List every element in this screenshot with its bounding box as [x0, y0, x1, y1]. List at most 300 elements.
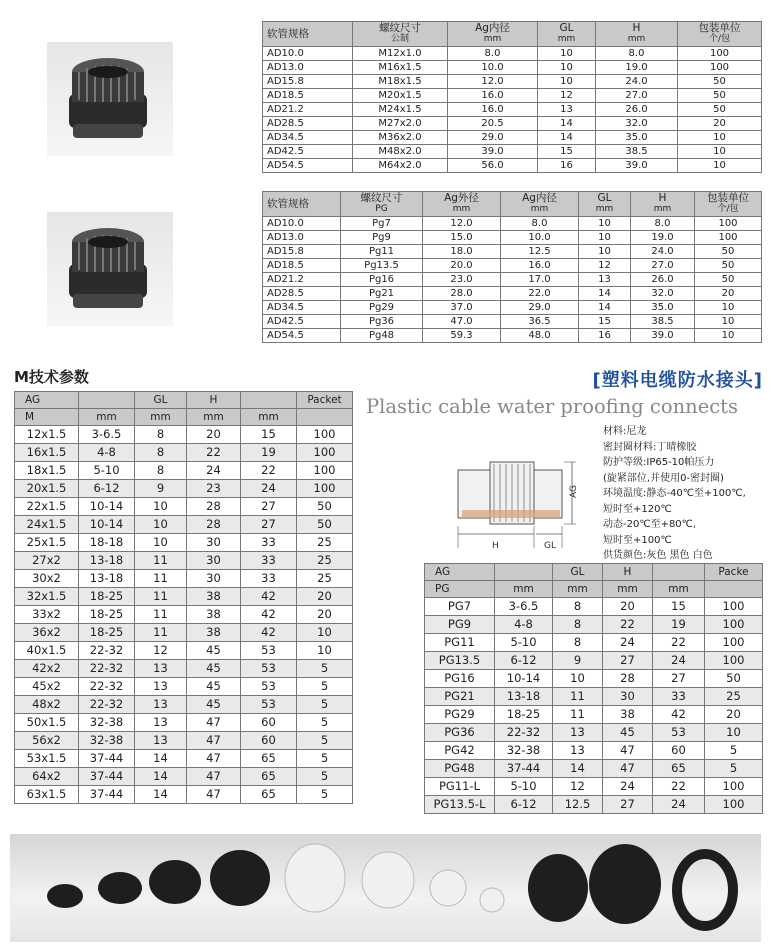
table-cell: 22.0	[501, 287, 579, 301]
header-cell: 软管规格	[263, 192, 341, 217]
table-cell: 22-32	[79, 678, 135, 696]
table-cell: 9	[135, 480, 187, 498]
table-cell: Pg11	[341, 245, 423, 259]
table-row	[425, 634, 763, 652]
table-cell: 20	[297, 606, 353, 624]
table-row	[425, 724, 763, 742]
table-cell: 20	[695, 287, 762, 301]
table-cell: 24.0	[631, 245, 695, 259]
table-cell: 11	[135, 552, 187, 570]
table-cell: 14	[538, 117, 596, 131]
table-cell: PG48	[425, 760, 495, 778]
table-cell: 16	[579, 329, 631, 343]
table-cell: 13	[538, 103, 596, 117]
table-cell: 33	[241, 534, 297, 552]
table-cell: 14	[538, 131, 596, 145]
table-cell: 32-38	[495, 742, 553, 760]
table-cell: AD15.8	[263, 245, 341, 259]
table-cell: 42	[241, 606, 297, 624]
table-cell: 5	[297, 768, 353, 786]
table-row	[263, 245, 762, 259]
table-cell: 26.0	[631, 273, 695, 287]
table-cell: 100	[678, 47, 762, 61]
table-cell: 22-32	[79, 696, 135, 714]
table-cell: 14	[579, 301, 631, 315]
dim-h-label: H	[492, 541, 499, 551]
table-cell: 12.5	[501, 245, 579, 259]
header-cell: mm	[241, 409, 297, 426]
table-cell: 60	[241, 714, 297, 732]
header-cell: GL	[135, 392, 187, 409]
table-cell: 9	[553, 652, 603, 670]
table-cell: 24x1.5	[15, 516, 79, 534]
table-cell: 22x1.5	[15, 498, 79, 516]
table-cell: 10	[678, 159, 762, 173]
table-cell: 100	[297, 462, 353, 480]
table-cell: 28	[603, 670, 653, 688]
table-cell: 8	[135, 444, 187, 462]
table-cell: 14	[135, 750, 187, 768]
table-cell: 18-25	[79, 624, 135, 642]
table-cell: 32.0	[631, 287, 695, 301]
table-cell: 47	[603, 742, 653, 760]
table-cell: 12	[135, 642, 187, 660]
table-cell: PG9	[425, 616, 495, 634]
table-row	[15, 462, 353, 480]
table-cell: 12.5	[553, 796, 603, 814]
table-cell: M64x2.0	[353, 159, 448, 173]
table-cell: 50	[695, 245, 762, 259]
table-cell: 50	[695, 273, 762, 287]
table-cell: 22	[653, 634, 705, 652]
table-cell: 23	[187, 480, 241, 498]
table-cell: 32-38	[79, 732, 135, 750]
table-cell: 20	[705, 706, 763, 724]
table-cell: 26.0	[596, 103, 678, 117]
table-cell: 65	[241, 768, 297, 786]
table-cell: 25	[705, 688, 763, 706]
table-row	[425, 742, 763, 760]
table-cell: 8	[553, 634, 603, 652]
table-cell: Pg7	[341, 217, 423, 231]
table-cell: AD28.5	[263, 117, 353, 131]
table-row	[263, 47, 762, 61]
header-cell: AG	[425, 564, 495, 581]
table-cell: 59.3	[423, 329, 501, 343]
table-cell: AD21.2	[263, 273, 341, 287]
table-cell: 16	[538, 159, 596, 173]
table-cell: 38	[187, 624, 241, 642]
table-cell: 33	[241, 570, 297, 588]
table-cell: AD10.0	[263, 217, 341, 231]
table-cell: 27	[653, 670, 705, 688]
table-cell: 28	[187, 516, 241, 534]
table-row	[15, 516, 353, 534]
table-cell: 56.0	[448, 159, 538, 173]
table-cell: 13	[135, 714, 187, 732]
table-cell: PG42	[425, 742, 495, 760]
table-cell: 47.0	[423, 315, 501, 329]
table-row	[15, 552, 353, 570]
table-cell: 4-8	[79, 444, 135, 462]
table-cell: 30	[187, 534, 241, 552]
table-cell: 39.0	[448, 145, 538, 159]
table-cell: 12	[538, 89, 596, 103]
table-cell: 47	[187, 750, 241, 768]
table-cell: 32x1.5	[15, 588, 79, 606]
table-cell: 10	[297, 642, 353, 660]
table-cell: 6-12	[79, 480, 135, 498]
header-cell: mm	[553, 581, 603, 598]
table-cell: 5	[297, 714, 353, 732]
table-subheader-row	[15, 409, 353, 426]
table-cell: 64x2	[15, 768, 79, 786]
table-row	[15, 606, 353, 624]
table-cell: 18x1.5	[15, 462, 79, 480]
table-row	[15, 768, 353, 786]
header-cell: Ag内径 mm	[501, 192, 579, 217]
table-cell: 50	[695, 259, 762, 273]
table-row	[263, 259, 762, 273]
table-cell: Pg16	[341, 273, 423, 287]
table-cell: AD13.0	[263, 61, 353, 75]
table-cell: 60	[241, 732, 297, 750]
table-cell: 10	[135, 534, 187, 552]
table-cell: 20x1.5	[15, 480, 79, 498]
table-cell: PG11-L	[425, 778, 495, 796]
table-cell: 37.0	[423, 301, 501, 315]
table-cell: AD54.5	[263, 329, 341, 343]
table-cell: M48x2.0	[353, 145, 448, 159]
table-cell: 18-25	[495, 706, 553, 724]
spec-line: 防护等级:IP65-10帕压力	[603, 457, 715, 468]
m-section-title: M技术参数	[14, 368, 89, 386]
table-cell: 33x2	[15, 606, 79, 624]
table-cell: 10	[695, 329, 762, 343]
table-cell: 50	[678, 89, 762, 103]
table-cell: 53	[241, 660, 297, 678]
table-cell: 14	[135, 786, 187, 804]
table-cell: 10	[553, 670, 603, 688]
table-cell: 45	[187, 678, 241, 696]
table-cell: 100	[678, 61, 762, 75]
table-cell: 5	[297, 696, 353, 714]
table-cell: 3-6.5	[495, 598, 553, 616]
header-cell: H	[187, 392, 241, 409]
cable-gland-icon	[47, 212, 173, 326]
table-cell: 27	[603, 652, 653, 670]
table-cell: M12x1.0	[353, 47, 448, 61]
table-cell: AD10.0	[263, 47, 353, 61]
table-cell: 45	[603, 724, 653, 742]
table-cell: 15.0	[423, 231, 501, 245]
table-cell: M18x1.5	[353, 75, 448, 89]
table-cell: 42	[241, 588, 297, 606]
table-row	[425, 598, 763, 616]
table-cell: 100	[695, 217, 762, 231]
table-cell: Pg48	[341, 329, 423, 343]
table-row	[15, 624, 353, 642]
header-cell: GL mm	[538, 22, 596, 47]
table-cell: 19	[653, 616, 705, 634]
dim-gl-label: GL	[544, 541, 556, 551]
table-cell: 14	[553, 760, 603, 778]
table-cell: 11	[553, 706, 603, 724]
table-cell: 47	[187, 732, 241, 750]
table-cell: 29.0	[501, 301, 579, 315]
table-cell: 10	[695, 315, 762, 329]
table-cell: 45x2	[15, 678, 79, 696]
table-cell: 32.0	[596, 117, 678, 131]
table-row	[15, 444, 353, 462]
table-cell: 20	[603, 598, 653, 616]
table-header-row	[15, 392, 353, 409]
table-cell: PG16	[425, 670, 495, 688]
table-cell: 10	[538, 47, 596, 61]
table-cell: 30	[187, 552, 241, 570]
table-cell: 27x2	[15, 552, 79, 570]
table-row	[15, 570, 353, 588]
header-cell: mm	[187, 409, 241, 426]
table-cell: 24	[653, 796, 705, 814]
table-row	[15, 498, 353, 516]
header-cell: H mm	[596, 22, 678, 47]
table-cell: AD18.5	[263, 259, 341, 273]
table-row	[263, 117, 762, 131]
table-cell: Pg36	[341, 315, 423, 329]
table-row	[263, 329, 762, 343]
table-cell: PG13.5	[425, 652, 495, 670]
table-cell: 10	[579, 245, 631, 259]
header-cell: M	[15, 409, 79, 426]
table-cell: 19	[241, 444, 297, 462]
table-cell: 36.5	[501, 315, 579, 329]
table-row	[425, 688, 763, 706]
table-cell: 5	[297, 660, 353, 678]
table-cell: 22	[187, 444, 241, 462]
cable-glands-lineup-icon	[10, 834, 761, 942]
table-cell: 5	[705, 742, 763, 760]
table-cell: 100	[705, 778, 763, 796]
table-cell: Pg21	[341, 287, 423, 301]
table-cell: AD42.5	[263, 145, 353, 159]
table-cell: 13	[579, 273, 631, 287]
table-cell: 10	[695, 301, 762, 315]
table-row	[263, 217, 762, 231]
table-cell: 13	[135, 696, 187, 714]
table-cell: 65	[241, 786, 297, 804]
table-cell: 25	[297, 570, 353, 588]
table-cell: 4-8	[495, 616, 553, 634]
table-cell: 24	[603, 778, 653, 796]
table-cell: 10-14	[79, 498, 135, 516]
table-cell: 8.0	[596, 47, 678, 61]
table-row	[263, 287, 762, 301]
table-row	[263, 231, 762, 245]
table-cell: AD42.5	[263, 315, 341, 329]
table-cell: 13-18	[495, 688, 553, 706]
table-cell: 37-44	[79, 768, 135, 786]
table-cell: 13-18	[79, 552, 135, 570]
table-cell: 37-44	[79, 786, 135, 804]
table-cell: 47	[603, 760, 653, 778]
table-cell: 11	[135, 606, 187, 624]
table-cell: 8	[553, 598, 603, 616]
table-cell: 50x1.5	[15, 714, 79, 732]
table-cell: AD18.5	[263, 89, 353, 103]
table-cell: 24	[187, 462, 241, 480]
table-cell: 23.0	[423, 273, 501, 287]
table-header-row	[425, 564, 763, 581]
table-cell: 10.0	[448, 61, 538, 75]
table-cell: 11	[135, 624, 187, 642]
table-cell: 53	[241, 696, 297, 714]
table-header-row	[263, 22, 762, 47]
table-row	[263, 131, 762, 145]
table-cell: 10	[538, 75, 596, 89]
table-row	[15, 750, 353, 768]
table-cell: 20.0	[423, 259, 501, 273]
table-cell: 10	[579, 217, 631, 231]
header-cell	[495, 564, 553, 581]
table-row	[425, 778, 763, 796]
table-cell: M16x1.5	[353, 61, 448, 75]
header-cell: 包装单位 个/包	[678, 22, 762, 47]
table-cell: 16.0	[501, 259, 579, 273]
spec-list	[603, 424, 746, 564]
table-cell: 5	[705, 760, 763, 778]
table-cell: 100	[705, 598, 763, 616]
table-cell: 22-32	[79, 660, 135, 678]
table-cell: 18-25	[79, 588, 135, 606]
table-cell: 22	[603, 616, 653, 634]
table-row	[263, 159, 762, 173]
table-row	[15, 534, 353, 552]
table-cell: 36x2	[15, 624, 79, 642]
table-cell: AD34.5	[263, 301, 341, 315]
table-cell: 33	[241, 552, 297, 570]
table-row	[263, 61, 762, 75]
header-cell: AG	[15, 392, 79, 409]
table-cell: 27	[241, 498, 297, 516]
spec-line: 环境温度:静态-40℃至+100℃,	[603, 488, 746, 499]
table-cell: 32-38	[79, 714, 135, 732]
header-cell: H mm	[631, 192, 695, 217]
product-photo-1	[47, 42, 173, 156]
m-parameter-table	[14, 391, 353, 804]
table-row	[425, 670, 763, 688]
table-cell: 8	[135, 462, 187, 480]
table-cell: 38	[187, 606, 241, 624]
table-cell: 13	[553, 724, 603, 742]
table-cell: AD13.0	[263, 231, 341, 245]
table-cell: 50	[678, 103, 762, 117]
table-cell: 25	[297, 534, 353, 552]
table-cell: 48x2	[15, 696, 79, 714]
table-cell: 19.0	[631, 231, 695, 245]
table-cell: 39.0	[631, 329, 695, 343]
table-row	[15, 642, 353, 660]
table-cell: 40x1.5	[15, 642, 79, 660]
table-cell: 12	[553, 778, 603, 796]
table-cell: 38	[187, 588, 241, 606]
table-subheader-row	[425, 581, 763, 598]
table-cell: 18-25	[79, 606, 135, 624]
table-cell: 28.0	[423, 287, 501, 301]
table-cell: 100	[297, 480, 353, 498]
table-cell: 19.0	[596, 61, 678, 75]
table-row	[425, 706, 763, 724]
table-cell: 16x1.5	[15, 444, 79, 462]
table-cell: 5-10	[495, 778, 553, 796]
table-cell: 10	[678, 131, 762, 145]
table-cell: 65	[241, 750, 297, 768]
table-cell: 10	[135, 516, 187, 534]
header-cell: PG	[425, 581, 495, 598]
table-cell: 20.5	[448, 117, 538, 131]
table-cell: 29.0	[448, 131, 538, 145]
table-cell: 45	[187, 696, 241, 714]
table-cell: PG36	[425, 724, 495, 742]
table-cell: 50	[297, 516, 353, 534]
product-lineup-photo	[10, 834, 761, 942]
table-row	[263, 103, 762, 117]
table-row	[15, 714, 353, 732]
pg-thread-table	[262, 191, 762, 343]
table-cell: 10	[579, 231, 631, 245]
table-cell: 30x2	[15, 570, 79, 588]
table-cell: 100	[297, 426, 353, 444]
table-cell: 6-12	[495, 652, 553, 670]
table-cell: AD21.2	[263, 103, 353, 117]
table-cell: 65	[653, 760, 705, 778]
table-cell: 42	[653, 706, 705, 724]
spec-line: 供货颜色:灰色 黑色 白色	[603, 550, 713, 561]
header-cell: mm	[603, 581, 653, 598]
table-cell: AD34.5	[263, 131, 353, 145]
table-cell: 47	[187, 768, 241, 786]
table-cell: 30	[603, 688, 653, 706]
table-cell: 5	[297, 786, 353, 804]
table-cell: 22-32	[79, 642, 135, 660]
table-cell: PG21	[425, 688, 495, 706]
table-cell: 12x1.5	[15, 426, 79, 444]
table-row	[263, 75, 762, 89]
table-cell: PG13.5-L	[425, 796, 495, 814]
table-cell: 10-14	[79, 516, 135, 534]
table-cell: 12.0	[423, 217, 501, 231]
table-cell: 38.5	[596, 145, 678, 159]
table-cell: 35.0	[596, 131, 678, 145]
table-cell: 11	[553, 688, 603, 706]
table-cell: 45	[187, 660, 241, 678]
spec-line: 短时至+120℃	[603, 503, 672, 515]
table-cell: 14	[135, 768, 187, 786]
table-cell: 50	[297, 498, 353, 516]
table-cell: 47	[187, 714, 241, 732]
table-cell: 100	[705, 634, 763, 652]
table-cell: 27	[241, 516, 297, 534]
table-cell: 39.0	[596, 159, 678, 173]
table-cell: 50	[678, 75, 762, 89]
table-cell: 25x1.5	[15, 534, 79, 552]
table-cell: 33	[653, 688, 705, 706]
table-cell: 16.0	[448, 89, 538, 103]
table-row	[15, 786, 353, 804]
table-cell: 10	[678, 145, 762, 159]
table-cell: 35.0	[631, 301, 695, 315]
table-cell: 100	[705, 616, 763, 634]
